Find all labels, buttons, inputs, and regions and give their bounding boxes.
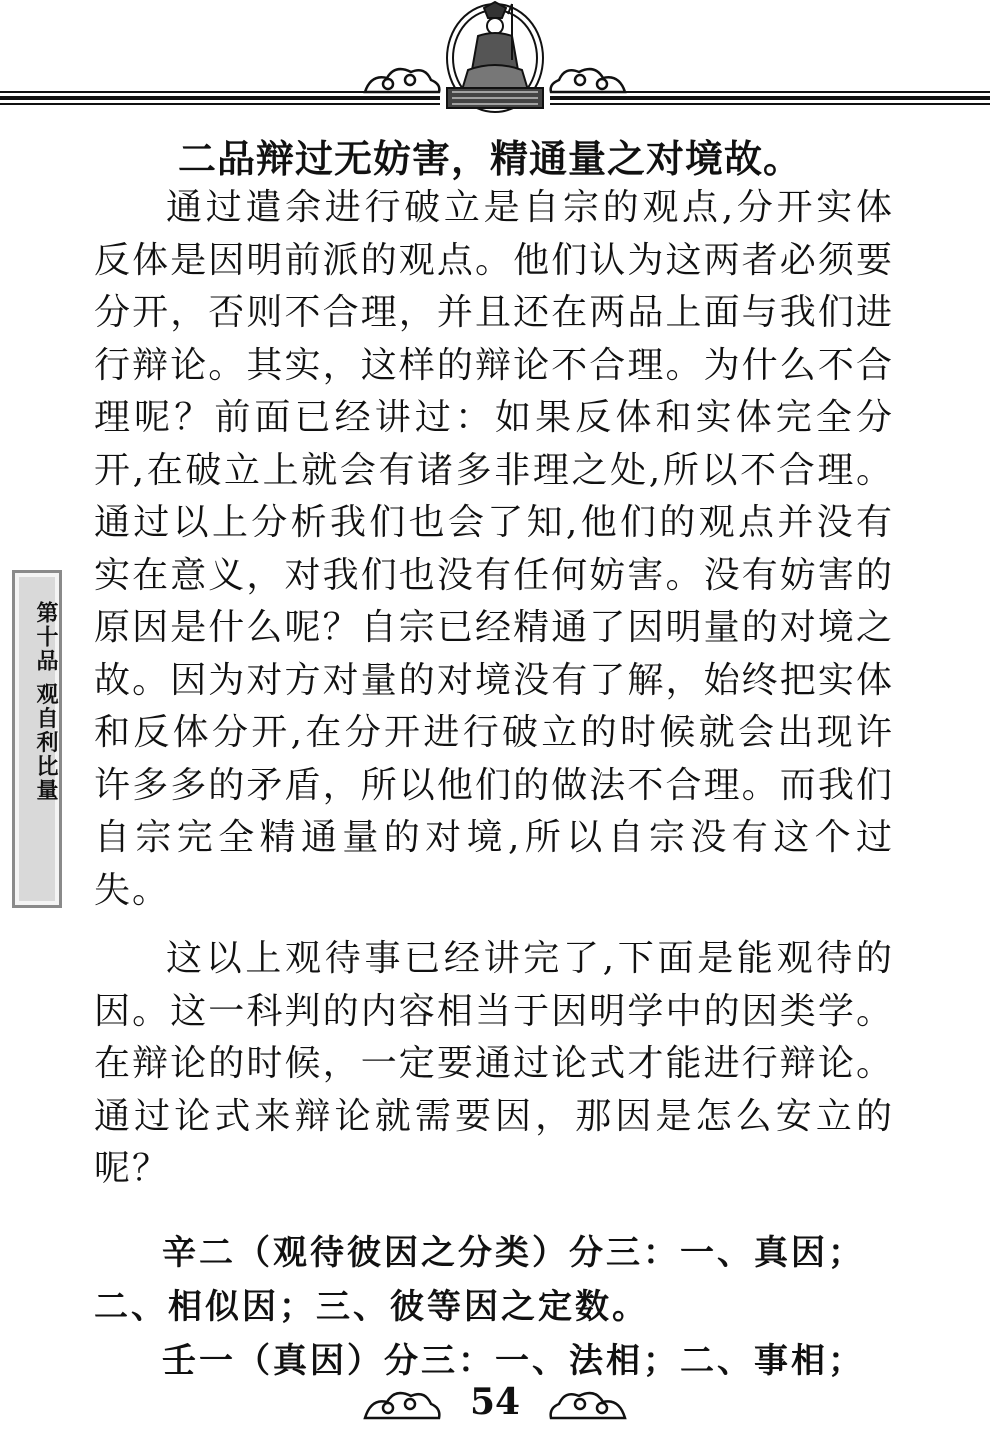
paragraph: 通过遣余进行破立是自宗的观点,分开实体反体是因明前派的观点。他们认为这两者必须要分开，否则不合理，并且还在两品上面与我们进行辩论。其实，这样的辩论不合理。为什么不合理呢？前面已经讲过：如果反体和实体完全分开,在破立上就会有诸多非理之处,所以不合理。通过以上分析我们也会了知,他们的观点并没有实在意义，对我们也没有任何妨害。没有妨害的原因是什么呢？自宗已经精通了因明量的对境之故。因为对方对量的对境没有了解，始终把实体和反体分开,在分开进行破立的时候就会出现许许多多的矛盾，所以他们的做法不合理。而我们自宗完全精通量的对境,所以自宗没有这个过失。	[94, 187, 894, 911]
outline-heading: 辛二（观待彼因之分类）分三：一、真因；二、相似因；三、彼等因之定数。	[94, 1233, 865, 1327]
page-number: 54	[469, 1381, 521, 1423]
body-text	[94, 182, 894, 1196]
verse-heading: 二品辩过无妨害，精通量之对境故。	[178, 137, 803, 181]
chapter-side-tab	[12, 570, 62, 908]
deity-figure-icon	[0, 0, 990, 118]
outline-heading: 壬一（真因）分三：一、法相；二、事相；	[162, 1341, 865, 1381]
outline-headings	[94, 1226, 894, 1388]
header-ornament	[0, 0, 990, 118]
paragraph: 这以上观待事已经讲完了,下面是能观待的因。这一科判的内容相当于因明学中的因类学。在辩论的时候，一定要通过论式才能进行辩论。通过论式来辩论就需要因，那因是怎么安立的呢？	[94, 938, 894, 1189]
chapter-title: 第十品 观自利比量	[33, 601, 58, 803]
